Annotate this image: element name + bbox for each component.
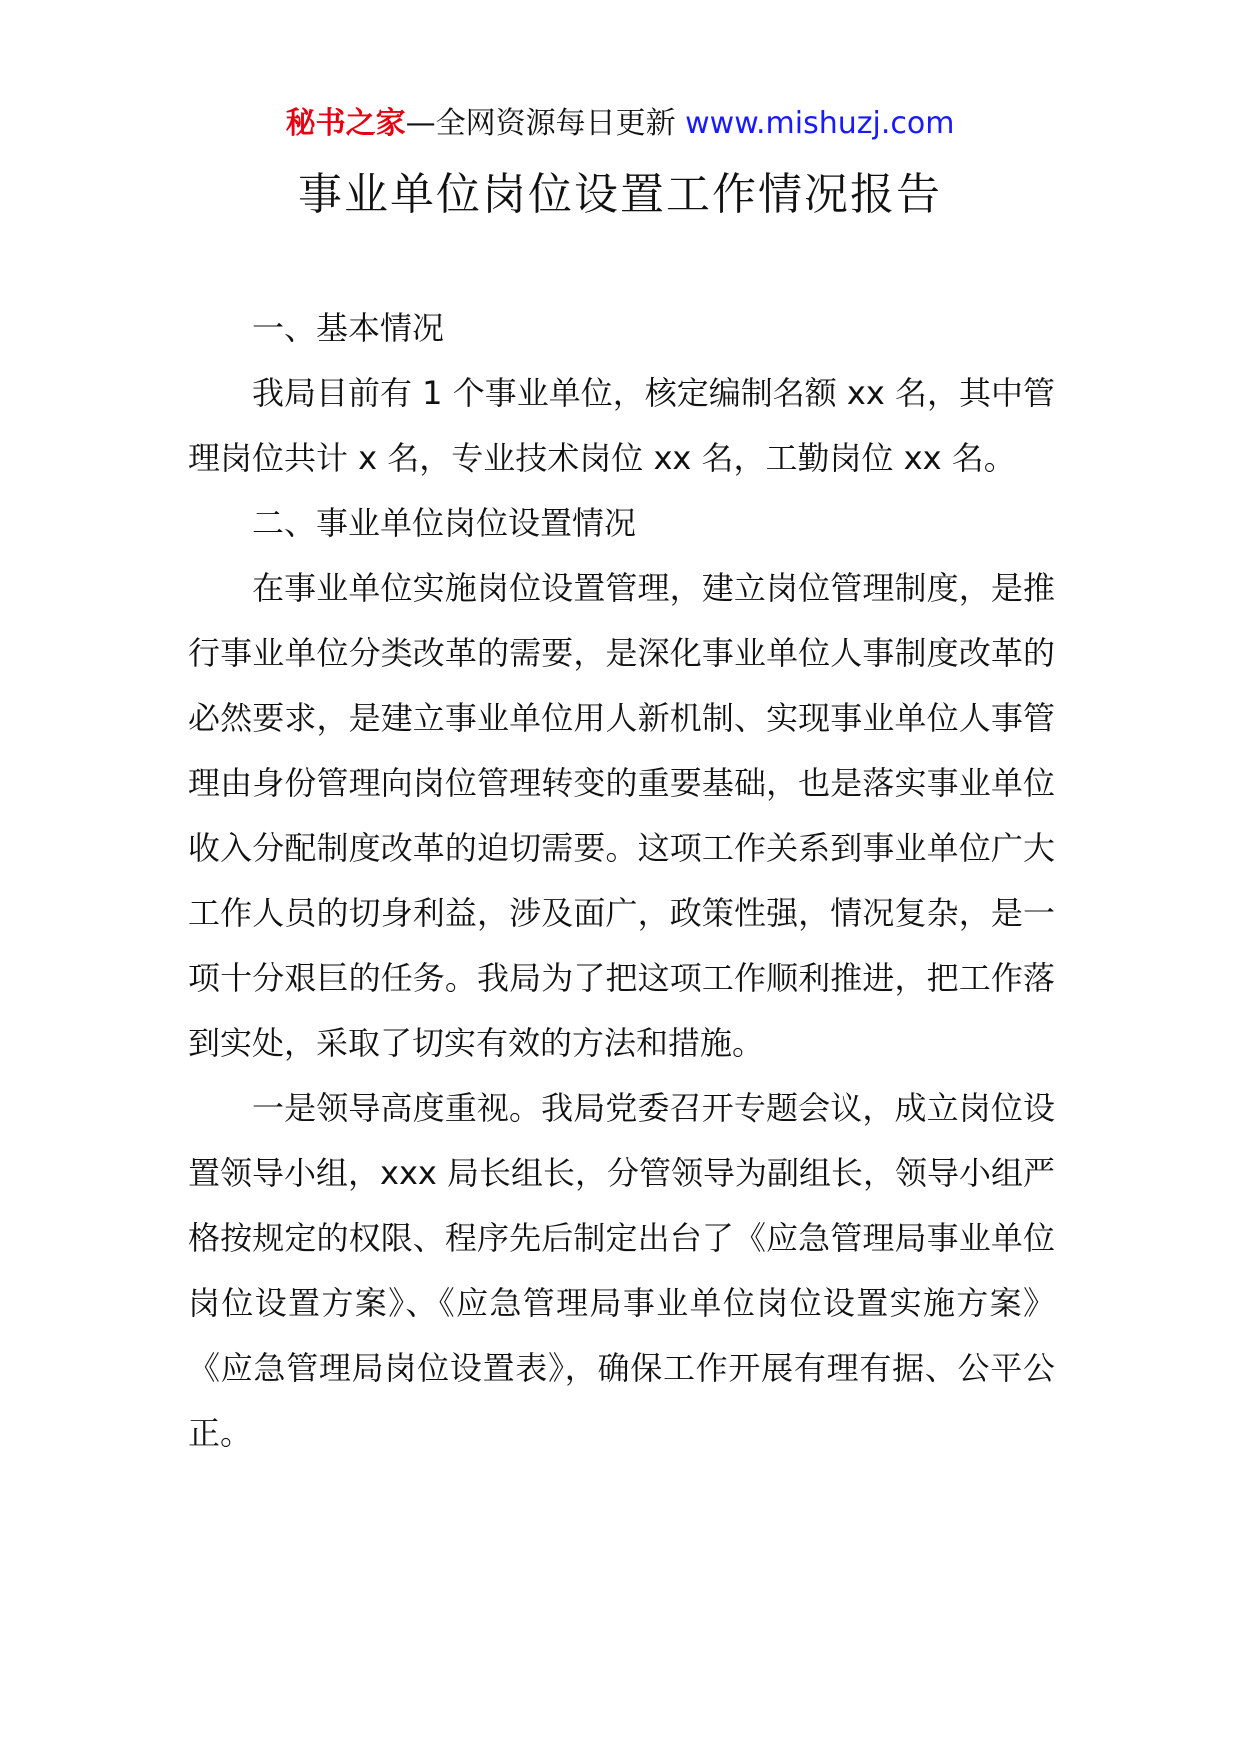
paragraph: 我局目前有 1 个事业单位，核定编制名额 xx 名，其中管理岗位共计 x 名，专业技术岗位 xx 名，工勤岗位 xx 名。 [188, 374, 1055, 477]
site-url-link[interactable]: www.mishuzj.com [685, 106, 955, 141]
paragraph: 在事业单位实施岗位设置管理，建立岗位管理制度，是推行事业单位分类改革的需要，是深化事业单位人事制度改革的必然要求，是建立事业单位用人新机制、实现事业单位人事管理由身份管理向岗位管理转变的重要基础，也是落实事业单位收入分配制度改革的迫切需要。这项工作关系到事业单位广大工作人员的切身利益，涉及面广，政策性强，情况复杂，是一项十分艰巨的任务。我局为了把这项工作顺利推进，把工作落到实处，采取了切实有效的方法和措施。 [188, 569, 1055, 1062]
brand-name: 秘书之家 [285, 106, 406, 141]
site-header [0, 102, 1240, 146]
section-heading-basic-situation: 一、基本情况 [252, 309, 445, 347]
document-body [188, 296, 1055, 1466]
section-heading-post-setup: 二、事业单位岗位设置情况 [252, 504, 637, 542]
paragraph: 一是领导高度重视。我局党委召开专题会议，成立岗位设置领导小组，xxx 局长组长，分管领导为副组长，领导小组严格按规定的权限、程序先后制定出台了《应急管理局事业单位岗位设置方案》、《应急管理局事业单位岗位设置实施方案》《应急管理局岗位设置表》，确保工作开展有理有据、公平公正。 [188, 1089, 1055, 1452]
document-title: 事业单位岗位设置工作情况报告 [298, 169, 942, 220]
header-tagline: —全网资源每日更新 [405, 106, 676, 141]
